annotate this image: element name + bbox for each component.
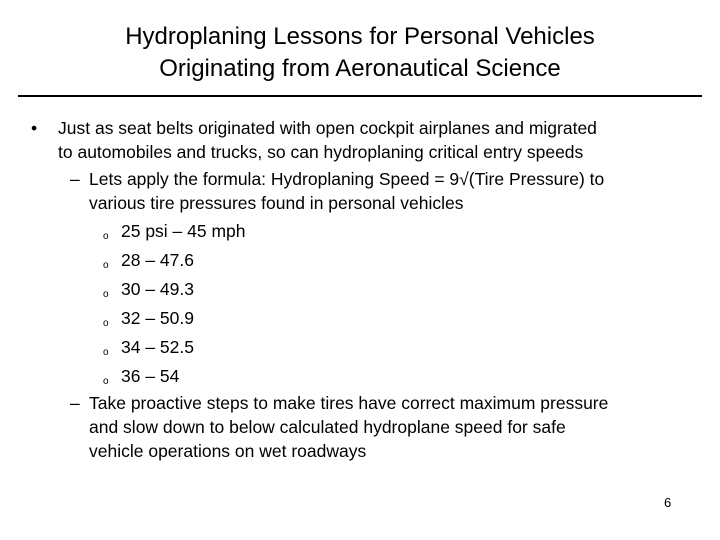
sub-bullet-icon: o [103, 318, 109, 329]
sub-bullet-icon: o [103, 231, 109, 242]
pressure-speed-item: 30 – 49.3 [121, 279, 194, 299]
dash-icon: – [70, 169, 80, 189]
sub-point-1-line-2: various tire pressures found in personal vehicles [89, 193, 464, 213]
page-number: 6 [664, 495, 672, 510]
slide-title [40, 21, 680, 85]
sub-point-1-line-1: Lets apply the formula: Hydroplaning Speed = 9√(Tire Pressure) to [89, 169, 605, 189]
sub-bullet-icon: o [103, 260, 109, 271]
pressure-speed-item: 28 – 47.6 [121, 250, 194, 270]
sub-bullet-icon: o [103, 347, 109, 358]
main-bullet-line-1: Just as seat belts originated with open cockpit airplanes and migrated [58, 118, 597, 138]
title-line-2: Originating from Aeronautical Science [159, 55, 561, 82]
sub-bullet-icon: o [103, 289, 109, 300]
pressure-speed-item: 36 – 54 [121, 366, 180, 386]
pressure-speed-item: 25 psi – 45 mph [121, 221, 246, 241]
bullet-icon: • [31, 118, 38, 138]
sub-bullet-icon: o [103, 376, 109, 387]
sub-point-2-line-1: Take proactive steps to make tires have correct maximum pressure [89, 393, 609, 413]
title-divider [18, 95, 702, 97]
dash-icon: – [70, 393, 80, 413]
pressure-speed-item: 32 – 50.9 [121, 308, 194, 328]
main-bullet-line-2: to automobiles and trucks, so can hydroplaning critical entry speeds [58, 142, 584, 162]
sub-point-2-line-3: vehicle operations on wet roadways [89, 441, 367, 461]
pressure-speed-item: 34 – 52.5 [121, 337, 194, 357]
title-line-1: Hydroplaning Lessons for Personal Vehicles [125, 23, 595, 50]
sub-point-2-line-2: and slow down to below calculated hydroplane speed for safe [89, 417, 566, 437]
